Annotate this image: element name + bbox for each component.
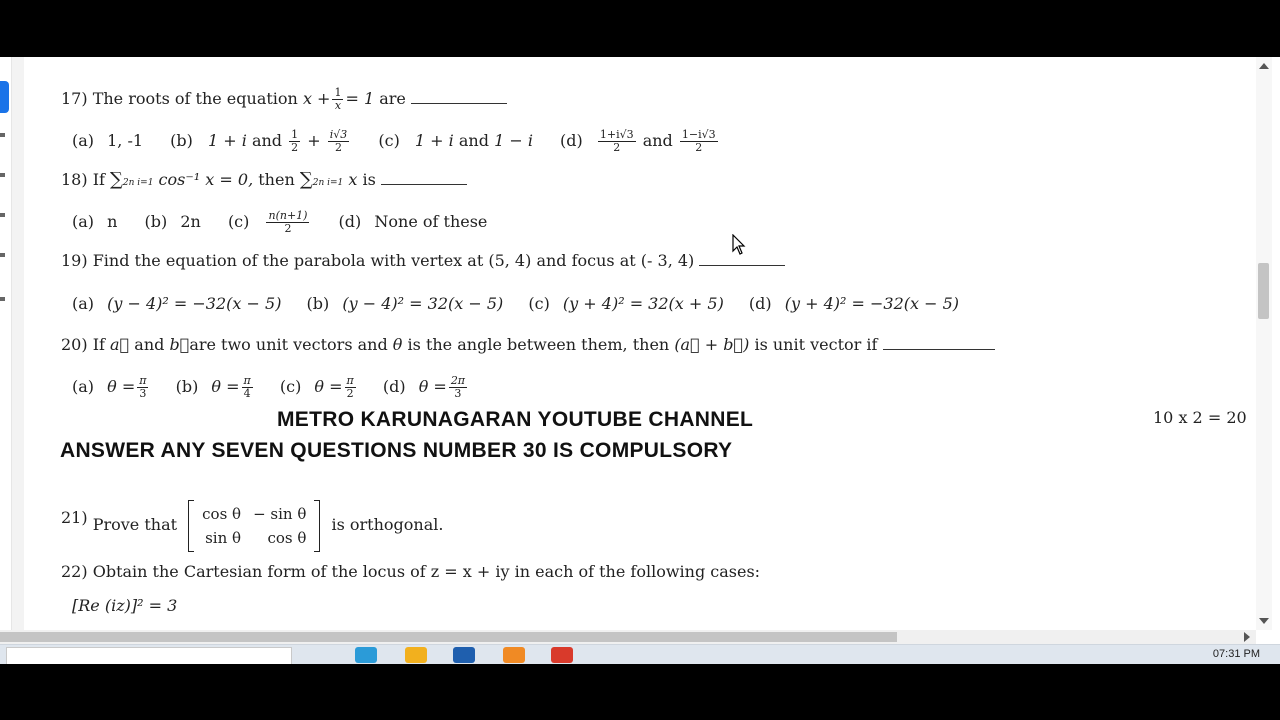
- question-number: 18): [61, 170, 88, 189]
- document-viewer-window: [0, 57, 1280, 664]
- option-b: 2n: [180, 212, 201, 231]
- option-d: (y + 4)² = −32(x − 5): [784, 294, 960, 313]
- question-text: is orthogonal.: [331, 515, 444, 534]
- option-label: (b): [170, 131, 193, 150]
- app-icon[interactable]: [453, 647, 475, 663]
- navigation-pane: [0, 57, 12, 630]
- fraction: $\frac{n(n+1)}{2}$: [268, 209, 308, 235]
- matrix-cell: cos θ: [267, 528, 307, 547]
- option-label: (d): [382, 377, 406, 396]
- question-text: and: [134, 335, 165, 354]
- vertical-scroll-thumb[interactable]: [1258, 263, 1269, 319]
- option-c: (y + 4)² = 32(x + 5): [562, 294, 724, 313]
- fraction: $\frac{1}{x}$: [334, 86, 342, 112]
- fraction: $\frac{\pi}{4}$: [243, 374, 251, 400]
- fraction: $\frac{2\pi}{3}$: [450, 374, 466, 400]
- selected-thumbnail-marker[interactable]: [0, 81, 9, 113]
- question-text: Find the equation of the parabola with vertex at (5, 4) and focus at (- 3, 4): [92, 251, 695, 270]
- question-number: 17): [61, 89, 88, 108]
- question-text: If: [92, 335, 105, 354]
- question-21: [61, 499, 443, 552]
- vector-a: a⃗: [110, 335, 130, 354]
- question-number: 21): [61, 508, 88, 527]
- scroll-down-icon[interactable]: [1259, 618, 1269, 624]
- option-d: None of these: [374, 212, 488, 231]
- question-19-options: [72, 294, 959, 314]
- taskbar-search-input[interactable]: [6, 647, 292, 665]
- equation-part: cos⁻¹ x = 0,: [158, 170, 254, 189]
- fraction: $\frac{\pi}{3}$: [139, 374, 147, 400]
- summation-sign: ∑: [110, 169, 123, 190]
- question-text: are: [379, 89, 406, 108]
- option-label: (d): [560, 131, 583, 150]
- option-b-lhs: θ =: [211, 377, 240, 396]
- mouse-cursor-icon: [732, 234, 746, 256]
- summation-sign: ∑: [299, 169, 313, 190]
- matrix-cell: cos θ: [202, 504, 242, 523]
- question-text: then: [258, 170, 295, 189]
- question-text: is: [362, 170, 376, 189]
- option-c-lhs: θ =: [314, 377, 343, 396]
- fraction: $\frac{1}{2}$: [291, 128, 299, 154]
- app-icon[interactable]: [551, 647, 573, 663]
- equation-part: x: [348, 170, 358, 189]
- option-label: (c): [227, 212, 250, 231]
- scroll-right-icon[interactable]: [1244, 632, 1250, 642]
- option-label: (b): [144, 212, 168, 231]
- option-c-part: 1 − i: [494, 131, 533, 150]
- video-letterbox-top: [0, 0, 1280, 57]
- question-number: 22): [61, 562, 88, 581]
- question-18: [61, 170, 467, 193]
- question-22: [61, 562, 760, 582]
- option-b: (y − 4)² = 32(x − 5): [342, 294, 504, 313]
- equation-part: = 1: [345, 89, 375, 108]
- section-marks: 10 x 2 = 20: [1153, 408, 1247, 427]
- question-22-part: [Re (iz)]² = 3: [72, 596, 178, 615]
- question-text: is unit vector if: [754, 335, 878, 354]
- question-number: 20): [61, 335, 88, 354]
- equation-part: x +: [302, 89, 331, 108]
- fraction: $\frac{1-i√3}{2}$: [681, 128, 716, 154]
- matrix-cell: sin θ: [205, 528, 242, 547]
- option-label: (a): [72, 131, 95, 150]
- option-b-and: and: [251, 131, 283, 150]
- pane-marker: [0, 297, 5, 301]
- question-17-options: [72, 129, 720, 154]
- option-label: (d): [338, 212, 362, 231]
- option-a: (y − 4)² = −32(x − 5): [107, 294, 282, 313]
- option-label: (a): [72, 294, 95, 313]
- answer-blank: [883, 336, 995, 350]
- option-label: (d): [748, 294, 772, 313]
- pane-marker: [0, 213, 5, 217]
- question-text: If: [92, 170, 105, 189]
- question-17: [61, 87, 507, 112]
- horizontal-scroll-thumb[interactable]: [0, 632, 897, 642]
- fraction: $\frac{\pi}{2}$: [346, 374, 354, 400]
- scroll-up-icon[interactable]: [1259, 63, 1269, 69]
- rotation-matrix: [188, 500, 320, 552]
- question-18-options: [72, 210, 487, 235]
- taskbar-clock[interactable]: 07:31 PM: [1212, 648, 1260, 660]
- option-c-part: 1 + i: [414, 131, 454, 150]
- page-gutter: [12, 57, 24, 630]
- question-text: are two unit vectors and: [189, 335, 388, 354]
- section-instructions: ANSWER ANY SEVEN QUESTIONS NUMBER 30 IS COMPULSORY: [60, 439, 733, 462]
- question-20: [61, 335, 995, 355]
- question-number: 19): [61, 251, 88, 270]
- option-d-and: and: [642, 131, 673, 150]
- question-text: is the angle between them, then: [407, 335, 670, 354]
- option-a: 1, -1: [107, 131, 144, 150]
- question-text: Prove that: [92, 515, 178, 534]
- app-icon[interactable]: [503, 647, 525, 663]
- question-text: Obtain the Cartesian form of the locus of z = x + iy in each of the following cases:: [92, 562, 761, 581]
- taskbar: [0, 644, 1280, 664]
- channel-heading: METRO KARUNAGARAN YOUTUBE CHANNEL: [277, 408, 754, 431]
- option-d-lhs: θ =: [418, 377, 447, 396]
- option-label: (a): [72, 212, 95, 231]
- option-label: (a): [72, 377, 95, 396]
- option-a-lhs: θ =: [107, 377, 136, 396]
- fraction: $\frac{i√3}{2}$: [329, 128, 348, 154]
- document-page: [24, 57, 1256, 630]
- pane-marker: [0, 173, 5, 177]
- file-explorer-icon[interactable]: [405, 647, 427, 663]
- question-text: The roots of the equation: [92, 89, 298, 108]
- answer-blank: [381, 171, 467, 185]
- option-a: n: [107, 212, 118, 231]
- option-label: (b): [175, 377, 199, 396]
- option-label: (b): [306, 294, 330, 313]
- option-label: (c): [528, 294, 550, 313]
- horizontal-scrollbar[interactable]: [0, 630, 1256, 644]
- plus-sign: +: [307, 131, 321, 150]
- summation-limits: 2n i=1: [122, 178, 154, 188]
- option-label: (c): [279, 377, 302, 396]
- fraction: $\frac{1+i√3}{2}$: [599, 128, 634, 154]
- option-label: (c): [378, 131, 400, 150]
- question-19: [61, 251, 785, 271]
- pane-marker: [0, 253, 5, 257]
- browser-icon[interactable]: [355, 647, 377, 663]
- theta-symbol: θ: [392, 335, 403, 354]
- option-b-part: 1 + i: [207, 131, 247, 150]
- matrix-cell: − sin θ: [253, 504, 307, 523]
- summation-limits: 2n i=1: [312, 178, 344, 188]
- vertical-scrollbar[interactable]: [1256, 57, 1272, 630]
- option-c-and: and: [458, 131, 489, 150]
- answer-blank: [411, 90, 507, 104]
- pane-marker: [0, 133, 5, 137]
- vector-b: b⃗: [169, 335, 190, 354]
- question-20-options: [72, 375, 469, 400]
- vector-sum: (a⃗ + b⃗): [674, 335, 750, 354]
- video-letterbox-bottom: [0, 664, 1280, 720]
